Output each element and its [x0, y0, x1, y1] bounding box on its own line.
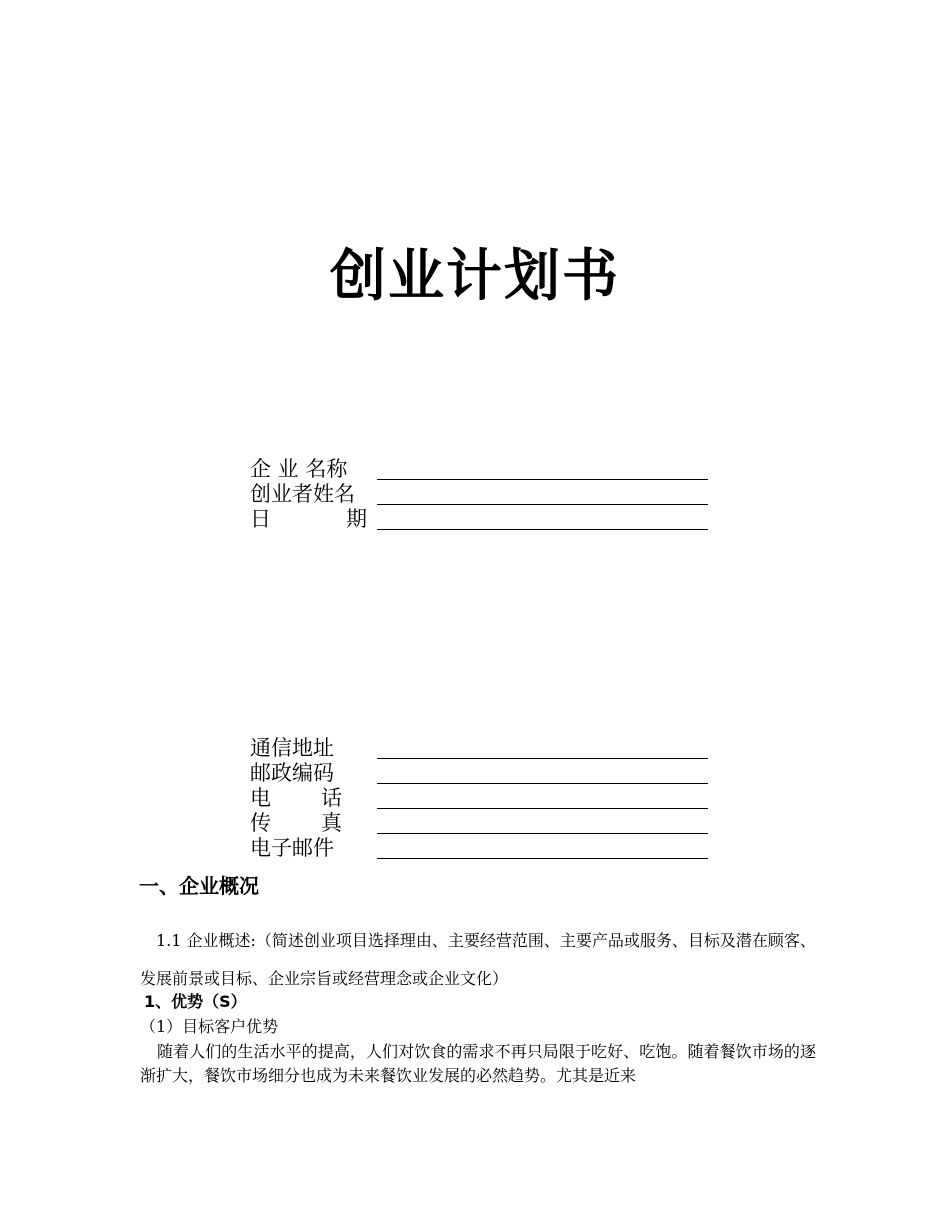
- field-label: 企 业 名称: [250, 457, 348, 481]
- field-label: 通信地址: [250, 736, 334, 760]
- date-field[interactable]: [377, 529, 708, 530]
- company-name-field[interactable]: [377, 479, 708, 480]
- phone-field[interactable]: [377, 808, 708, 809]
- field-label: 邮政编码: [250, 761, 334, 785]
- postal-code-field[interactable]: [377, 783, 708, 784]
- address-field[interactable]: [377, 758, 708, 759]
- field-label: 创业者姓名: [250, 482, 355, 506]
- document-title: 创业计划书: [330, 244, 620, 309]
- section-heading: 一、企业概况: [139, 874, 259, 898]
- field-label: 日期: [250, 507, 367, 531]
- founder-name-field[interactable]: [377, 504, 708, 505]
- overview-paragraph: 1.1 企业概述:（简述创业项目选择理由、主要经营范围、主要产品或服务、目标及潜在顾客、发展前景或目标、企业宗旨或经营理念或企业文化）: [140, 931, 816, 988]
- email-field[interactable]: [377, 858, 708, 859]
- subsection-heading: 1、优势（S）: [144, 992, 247, 1011]
- field-label: 传真: [250, 811, 342, 835]
- body-paragraph: 随着人们的生活水平的提高，人们对饮食的需求不再只局限于吃好、吃饱。随着餐饮市场的逐渐扩大，餐饮市场细分也成为未来餐饮业发展的必然趋势。尤其是近来: [140, 1042, 816, 1085]
- field-label: 电子邮件: [250, 836, 334, 860]
- field-label: 电话: [250, 786, 342, 810]
- item-label: （1）目标客户优势: [140, 1017, 279, 1036]
- fax-field[interactable]: [377, 833, 708, 834]
